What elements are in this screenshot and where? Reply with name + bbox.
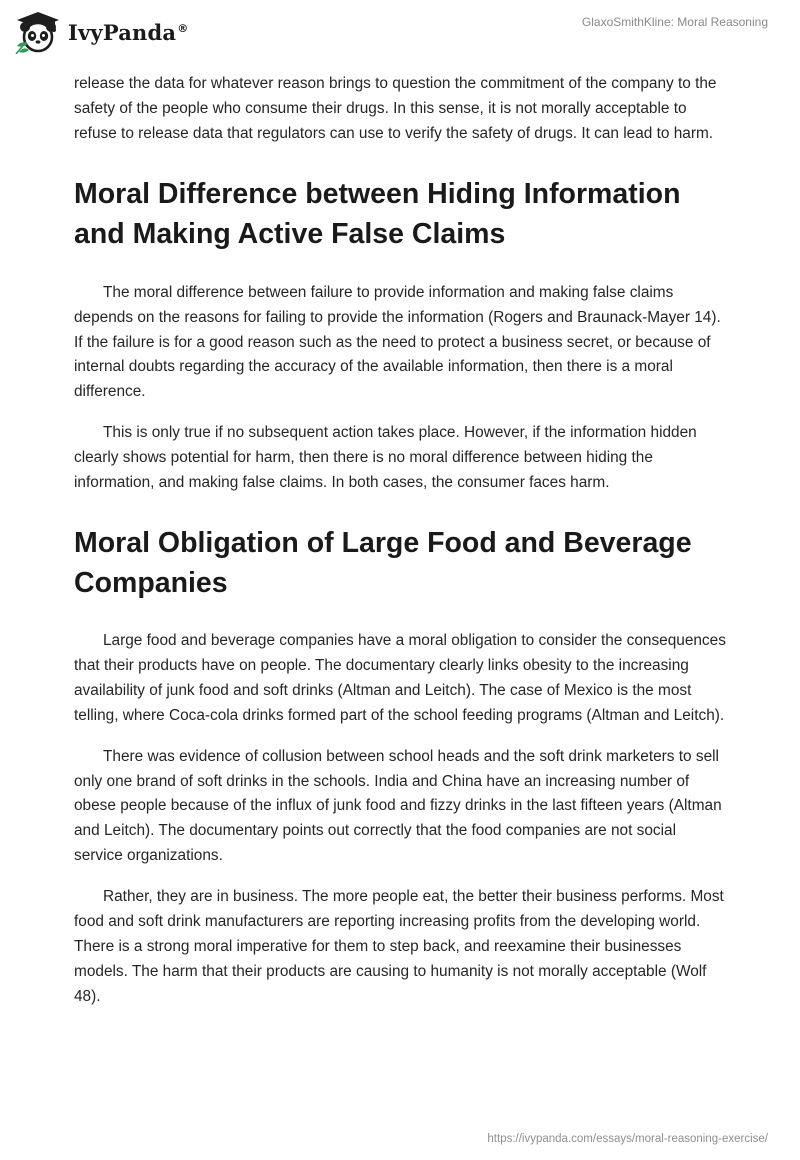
ivypanda-logo[interactable] <box>14 10 188 54</box>
section-2-paragraph-1: Large food and beverage companies have a moral obligation to consider the consequences that their products have on people. The documentary clearly links obesity to the increasing availability of junk food and soft drinks (Altman and Leitch). The case of Mexico is the most telling, where Coca-cola drinks formed part of the school feeding programs (Altman and Leitch). <box>74 631 726 724</box>
section-1-paragraph-2: This is only true if no subsequent action takes place. However, if the information hidden clearly shows potential for harm, then there is no moral difference between hiding the information, and making false claims. In both cases, the consumer faces harm. <box>74 424 697 492</box>
logo-wordmark: IvyPanda® <box>68 19 189 45</box>
source-url-link[interactable]: https://ivypanda.com/essays/moral-reasoning-exercise/ <box>487 1133 768 1145</box>
essay-content <box>74 72 728 1026</box>
section-1-paragraph-1: The moral difference between failure to provide information and making false claims depends on the reasons for failing to provide the information (Rogers and Braunack-Mayer 14). If the failure is for a good reason such as the need to protect a business secret, or because of internal doubts regarding the accuracy of the available information, then there is a moral difference. <box>74 283 721 401</box>
page-header <box>0 0 800 70</box>
section-heading-moral-obligation: Moral Obligation of Large Food and Beverage Companies <box>74 526 692 599</box>
document-title: GlaxoSmithKline: Moral Reasoning <box>581 15 768 29</box>
intro-paragraph: release the data for whatever reason brings to question the commitment of the company to the safety of the people who consume their drugs. In this sense, it is not morally acceptable to refuse to release data that regulators can use to verify the safety of drugs. It can lead to harm. <box>74 75 717 142</box>
section-2-paragraph-3: Rather, they are in business. The more people eat, the better their business performs. Most food and soft drink manufacturers are reporting increasing profits from the developing world. There is a strong moral imperative for them to step back, and reexamine their businesses models. The harm that their products are causing to humanity is not morally acceptable (Wolf 48). <box>74 888 724 1005</box>
panda-graduate-icon <box>14 10 62 54</box>
registered-mark: ® <box>177 21 189 35</box>
section-heading-moral-difference: Moral Difference between Hiding Information and Making Active False Claims <box>74 177 681 250</box>
section-2-paragraph-2: There was evidence of collusion between school heads and the soft drink marketers to sell only one brand of soft drinks in the schools. India and China have an increasing number of obese people because of the influx of junk food and fizzy drinks in the last fifteen years (Altman and Leitch). The documentary points out correctly that the food companies are not social service organizations. <box>74 747 722 865</box>
